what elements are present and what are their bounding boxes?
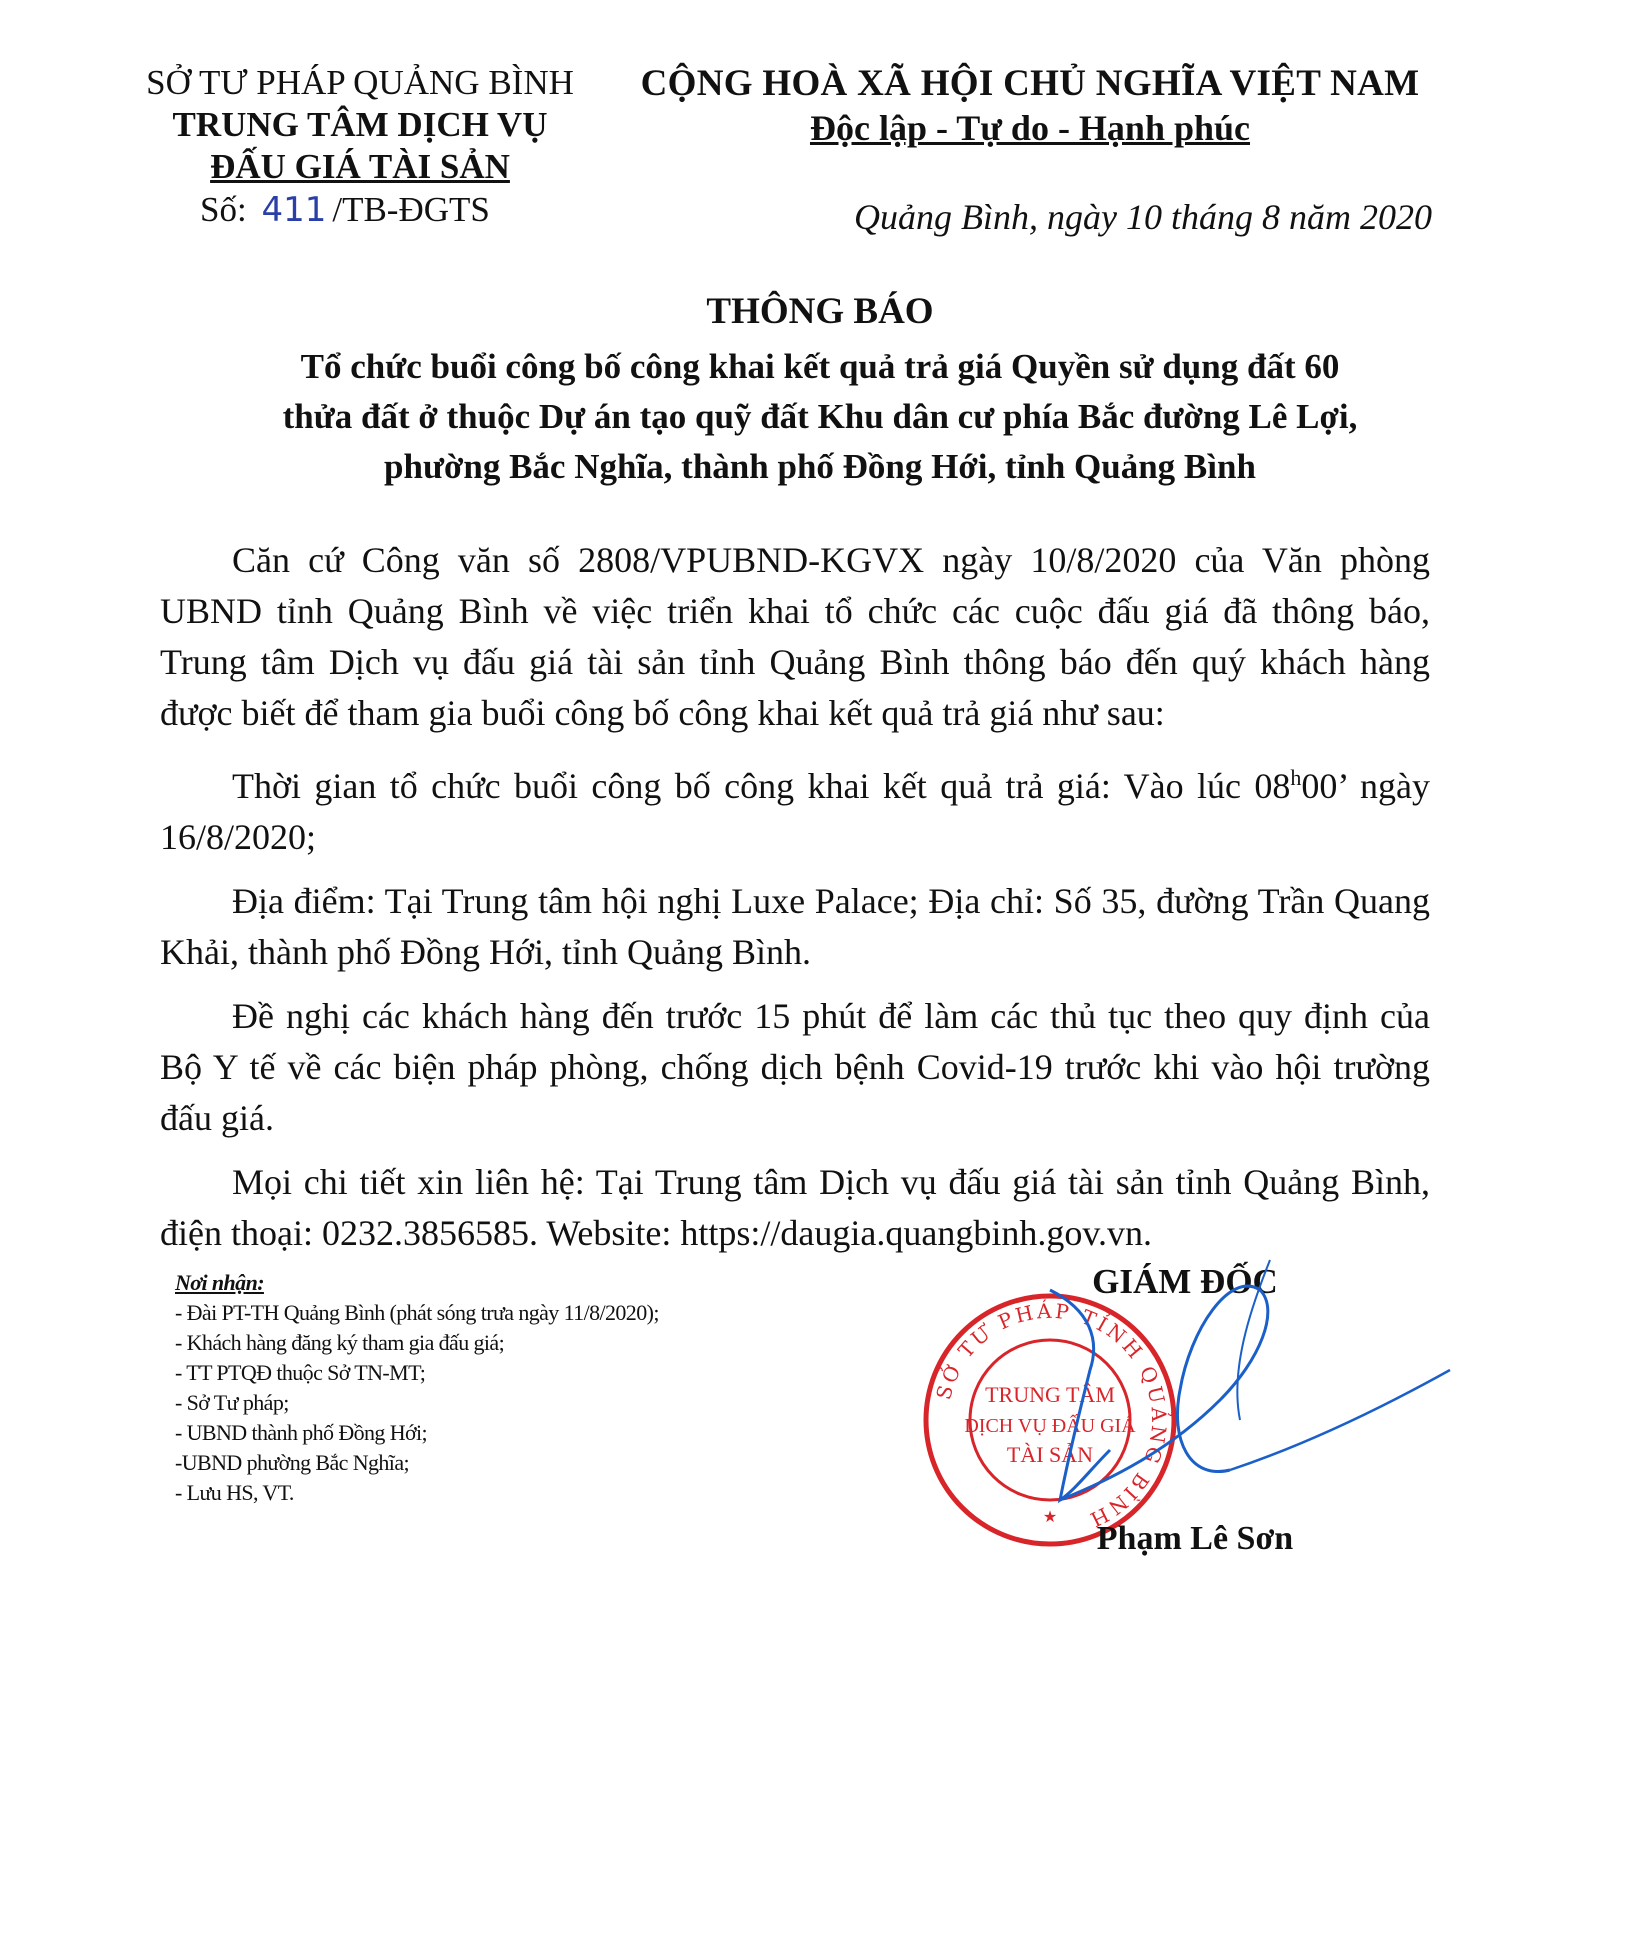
signer-position: GIÁM ĐỐC xyxy=(1092,1262,1278,1301)
time-superscript: h xyxy=(1290,765,1302,790)
motto-text: Độc lập - Tự do - Hạnh phúc xyxy=(809,108,1251,148)
paragraph-time xyxy=(160,752,1430,863)
recipients-list xyxy=(175,1298,735,1508)
recipient-item: - Khách hàng đăng ký tham gia đấu giá; xyxy=(175,1330,505,1355)
document-title: THÔNG BÁO xyxy=(706,291,934,332)
paragraph-basis: Căn cứ Công văn số 2808/VPUBND-KGVX ngày 10/8/2020 của Văn phòng UBND tỉnh Quảng Bình về việc triển khai tổ chức các cuộc đấu giá đã thông báo, Trung tâm Dịch vụ đấu giá tài sản tỉnh Quảng Bình thông báo đến quý khách hàng được biết để tham gia buổi công bố công khai kết quả trả giá như sau: xyxy=(160,540,1430,733)
recipients-title: Nơi nhận: xyxy=(175,1270,264,1295)
stamp-star-icon: ★ xyxy=(1042,1509,1058,1526)
subject-line1: Tổ chức buổi công bố công khai kết quả trả giá Quyền sử dụng đất 60 xyxy=(300,347,1340,386)
doc-no-prefix: Số: xyxy=(200,190,247,229)
doc-no-suffix: /TB-ĐGTS xyxy=(332,190,490,229)
recipient-item: - Sở Tư pháp; xyxy=(175,1390,289,1415)
center-name-line1: TRUNG TÂM DỊCH VỤ xyxy=(172,105,548,144)
recipient-item: - Đài PT-TH Quảng Bình (phát sóng trưa ngày 11/8/2020); xyxy=(175,1300,659,1325)
document-subject xyxy=(160,342,1480,492)
issuer-header xyxy=(110,62,610,232)
stamp-line3: TÀI SẢN xyxy=(1006,1442,1094,1467)
recipient-item: -UBND phường Bắc Nghĩa; xyxy=(175,1450,410,1475)
paragraph-location: Địa điểm: Tại Trung tâm hội nghị Luxe Palace; Địa chỉ: Số 35, đường Trần Quang Khải, thành phố Đồng Hới, tỉnh Quảng Bình. xyxy=(160,881,1430,972)
national-header xyxy=(600,62,1460,150)
recipient-item: - TT PTQĐ thuộc Sở TN-MT; xyxy=(175,1360,426,1385)
subject-line3: phường Bắc Nghĩa, thành phố Đồng Hới, tỉnh Quảng Bình xyxy=(384,447,1256,486)
national-motto xyxy=(600,106,1460,150)
signer-name: Phạm Lê Sơn xyxy=(1096,1520,1294,1557)
paragraph-contact: Mọi chi tiết xin liên hệ: Tại Trung tâm Dịch vụ đấu giá tài sản tỉnh Quảng Bình, điện thoại: 0232.3856585. Website: https://daugia.quangbinh.gov.vn. xyxy=(160,1162,1430,1253)
document-body xyxy=(160,535,1430,1272)
document-number xyxy=(110,188,610,232)
stamp-line1: TRUNG TÂM xyxy=(985,1382,1115,1407)
paragraph-request: Đề nghị các khách hàng đến trước 15 phút để làm các thủ tục theo quy định của Bộ Y tế về các biện pháp phòng, chống dịch bệnh Covid-19 trước khi vào hội trường đấu giá. xyxy=(160,996,1430,1138)
place-date: Quảng Bình, ngày 10 tháng 8 năm 2020 xyxy=(854,197,1432,237)
recipients-block xyxy=(175,1268,735,1508)
recipient-item: - Lưu HS, VT. xyxy=(175,1480,294,1505)
nation-name: CỘNG HOÀ XÃ HỘI CHỦ NGHĨA VIỆT NAM xyxy=(640,63,1420,104)
stamp-ring-text: SỞ TƯ PHÁP TỈNH QUẢNG BÌNH xyxy=(931,1298,1172,1533)
time-text-a: Thời gian tổ chức buổi công bố công khai kết quả trả giá: Vào lúc 08 xyxy=(232,766,1291,806)
center-name-line2: ĐẤU GIÁ TÀI SẢN xyxy=(210,147,510,186)
doc-no-handwritten: 411 xyxy=(261,190,327,230)
agency-name: SỞ TƯ PHÁP QUẢNG BÌNH xyxy=(146,63,574,102)
subject-line2: thửa đất ở thuộc Dự án tạo quỹ đất Khu dân cư phía Bắc đường Lê Lợi, xyxy=(282,397,1358,436)
time-text-b: 00’ ngày 16/8/2020; xyxy=(160,766,1431,857)
stamp-line2: DỊCH VỤ ĐẤU GIÁ xyxy=(964,1415,1136,1437)
handwritten-signature xyxy=(1030,1250,1470,1550)
recipient-item: - UBND thành phố Đồng Hới; xyxy=(175,1420,428,1445)
